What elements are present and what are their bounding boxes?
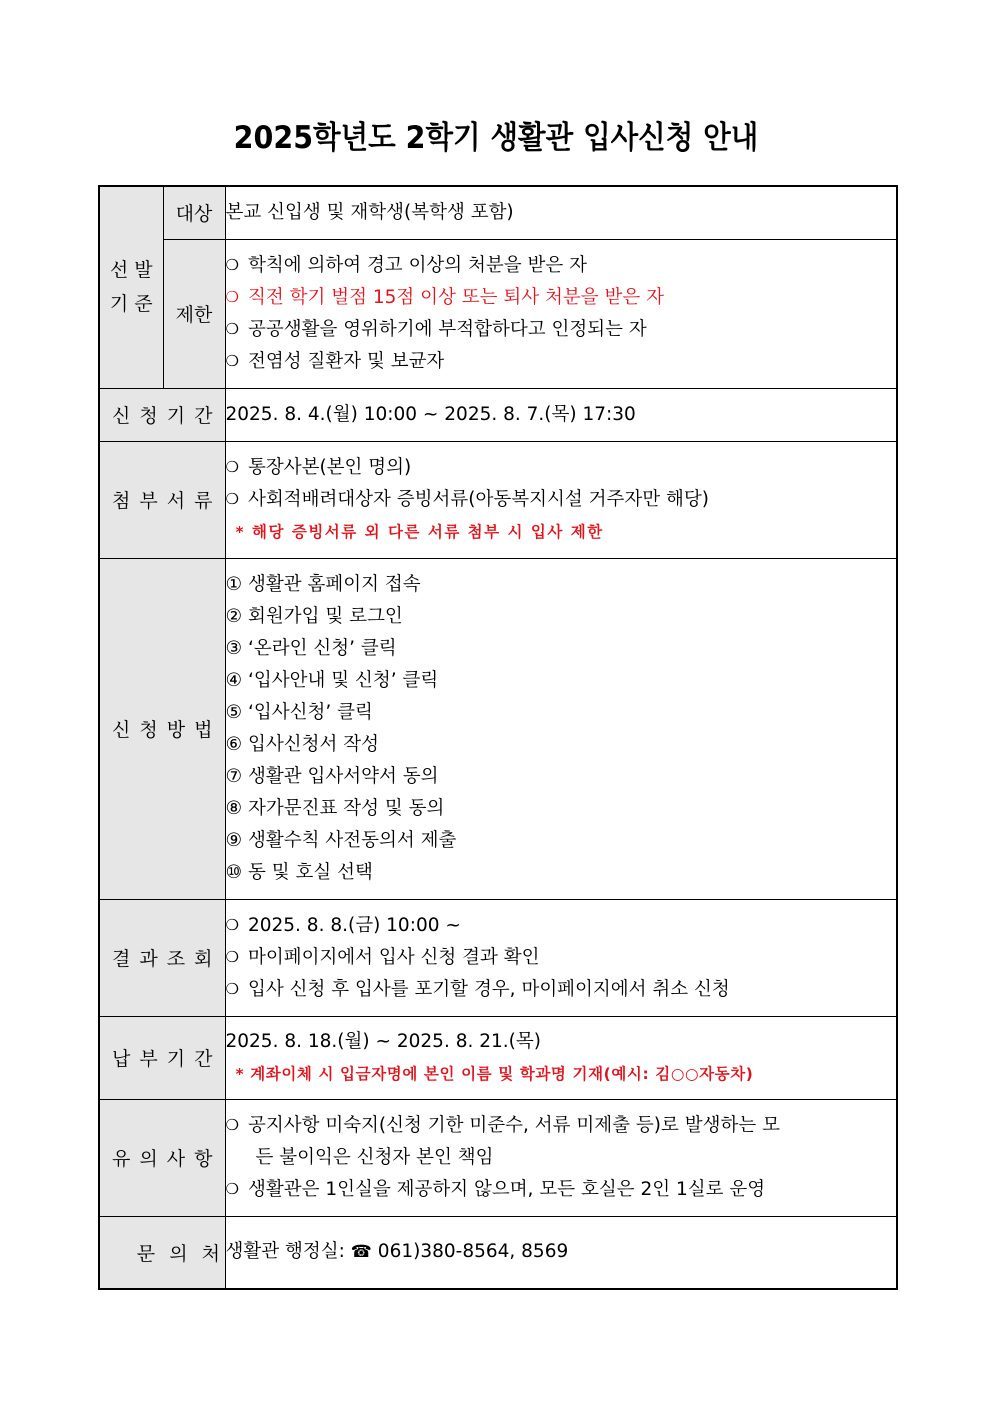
list-item: ❍ 마이페이지에서 입사 신청 결과 확인 [226,942,897,974]
label-text: 문 의 처 [136,1242,224,1265]
application-period-text: 2025. 8. 4.(월) 10:00 ~ 2025. 8. 7.(목) 17:30 [225,388,897,441]
label-documents [99,441,225,558]
label-line: 기 준 [109,293,153,316]
label-text: 신청방법 [112,719,222,741]
step-item: ⑤ ‘입사신청’ 클릭 [225,701,373,723]
row-result [99,899,897,1016]
list-item: ❍ 학칙에 의하여 경고 이상의 처분을 받은 자 [226,250,897,282]
documents-list [225,441,897,558]
list-item-continuation: 든 불이익은 신청자 본인 책임 [255,1146,494,1168]
label-text: 결과조회 [112,948,222,970]
step-item: ④ ‘입사안내 및 신청’ 클릭 [225,669,439,691]
label-restriction: 제한 [163,239,225,388]
label-line: 선 발 [109,259,153,282]
step-item: ③ ‘온라인 신청’ 클릭 [225,637,397,659]
label-text: 유의사항 [112,1148,222,1170]
list-item: ❍ 사회적배려대상자 증빙서류(아동복지시설 거주자만 해당) [226,484,897,516]
contact-info [225,1216,897,1289]
result-list [225,899,897,1016]
payment-warning-note: * 계좌이체 시 입금자명에 본인 이름 및 학과명 기재(예시: 김○○자동차) [235,1064,754,1083]
payment-info [225,1016,897,1099]
label-method [99,558,225,899]
method-steps [225,558,897,899]
list-item: ❍ 공공생활을 영위하기에 부적합하다고 인정되는 자 [226,314,897,346]
list-item: ❍ 공지사항 미숙지(신청 기한 미준수, 서류 미제출 등)로 발생하는 모 [226,1110,897,1142]
step-item: ⑩ 동 및 호실 선택 [225,861,373,883]
row-contact [99,1216,897,1289]
info-table [98,185,898,1290]
contact-phone: 061)380-8564, 8569 [371,1241,569,1262]
label-payment [99,1016,225,1099]
phone-icon: ☎ [350,1242,372,1262]
list-item: ❍ 입사 신청 후 입사를 포기할 경우, 마이페이지에서 취소 신청 [226,974,897,1006]
label-selection-criteria [99,186,163,388]
list-item: ❍ 생활관은 1인실을 제공하지 않으며, 모든 호실은 2인 1실로 운영 [226,1174,897,1206]
label-caution [99,1099,225,1216]
page-title: 2025학년도 2학기 생활관 입사신청 안내 [233,120,759,156]
list-item: ❍ 전염성 질환자 및 보균자 [226,346,897,378]
label-text: 신청기간 [112,405,222,427]
row-method [99,558,897,899]
caution-list [225,1099,897,1216]
step-item: ⑧ 자가문진표 작성 및 동의 [225,797,445,819]
list-item: ❍ 2025. 8. 8.(금) 10:00 ~ [226,910,897,942]
row-payment [99,1016,897,1099]
label-application-period [99,388,225,441]
label-text: 첨부서류 [112,490,222,512]
contact-prefix: 생활관 행정실: [225,1241,351,1262]
step-item: ① 생활관 홈페이지 접속 [225,573,421,595]
step-item: ② 회원가입 및 로그인 [225,605,403,627]
row-documents [99,441,897,558]
row-target [99,186,897,239]
label-contact [99,1216,225,1289]
documents-warning-note: * 해당 증빙서류 외 다른 서류 첨부 시 입사 제한 [235,522,604,541]
step-item: ⑦ 생활관 입사서약서 동의 [225,765,439,787]
target-text: 본교 신입생 및 재학생(복학생 포함) [225,186,897,239]
step-item: ⑨ 생활수칙 사전동의서 제출 [225,829,457,851]
list-item: ❍ 통장사본(본인 명의) [226,452,897,484]
payment-period-text: 2025. 8. 18.(월) ~ 2025. 8. 21.(목) [225,1030,541,1052]
step-item: ⑥ 입사신청서 작성 [225,733,379,755]
label-text: 납부기간 [112,1048,222,1070]
row-restriction [99,239,897,388]
label-result [99,899,225,1016]
row-application-period [99,388,897,441]
row-caution [99,1099,897,1216]
list-item-highlight: ❍ 직전 학기 벌점 15점 이상 또는 퇴사 처분을 받은 자 [226,282,897,314]
restriction-list [225,239,897,388]
label-target: 대상 [163,186,225,239]
